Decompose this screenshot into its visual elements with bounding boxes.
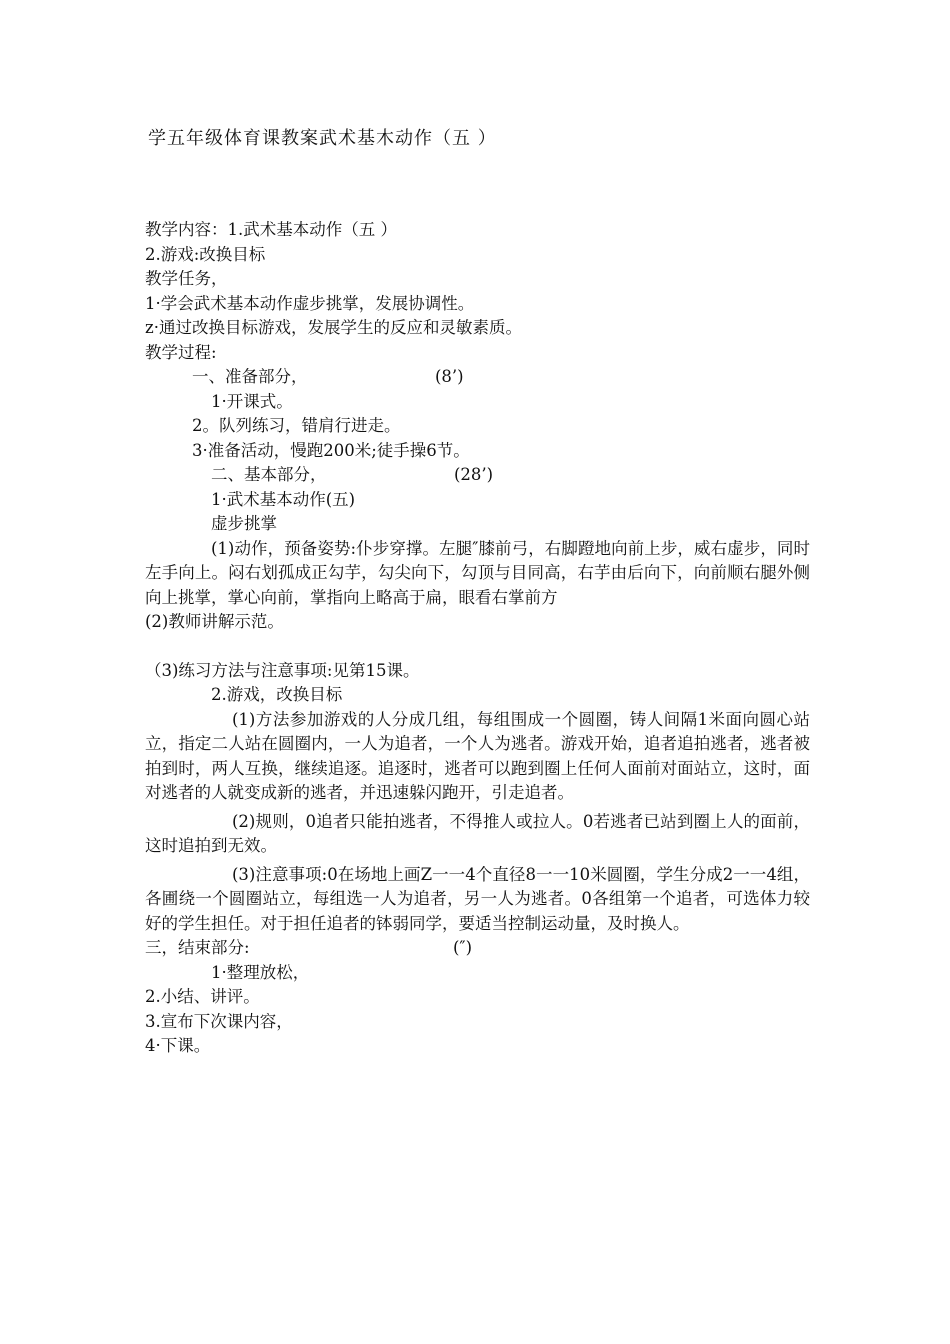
- section-2-item-1-sub: 虚步挑掌: [211, 514, 277, 533]
- demo-line: (2)教师讲解示范。: [145, 612, 284, 631]
- game-line: 2.游戏:改换目标: [145, 244, 266, 264]
- game-rules-paragraph: (2)规则，0追者只能拍逃者，不得推人或拉人。0若逃者已站到圈上人的面前，这时追拍到无效。: [145, 811, 810, 855]
- teaching-content-line: 教学内容：1.武术基本动作（五 ）: [145, 220, 397, 239]
- task-item-2: z·通过改换目标游戏，发展学生的反应和灵敏素质。: [145, 318, 522, 337]
- section-1-label: 一、准备部分，: [192, 367, 308, 386]
- section-1-time: (8’): [435, 367, 464, 386]
- section-3-item-4: 4·下课。: [145, 1036, 211, 1055]
- action-paragraph: (1)动作，预备姿势:仆步穿撑。左腿″膝前弓，右脚蹬地向前上步，威右虚步，同时左手向上。闷右划孤成正勾芋，勾尖向下，勾顶与目同高，右芋由后向下，向前顺右腿外侧向上挑掌，掌心向前，掌指向上略高于扁，眼看右掌前方: [145, 538, 810, 607]
- section-2-label: 二、基本部分，: [211, 465, 327, 484]
- teaching-tasks-heading: 教学任务，: [145, 269, 228, 288]
- section-1-item-1: 1·开课式。: [211, 391, 293, 411]
- section-1-heading: [145, 365, 810, 390]
- section-3-item-1: 1·整理放松，: [211, 962, 310, 982]
- section-1-item-2: 2。队列练习，错肩行进走。: [192, 416, 401, 435]
- game-method-paragraph: (1)方法参加游戏的人分成几组，每组围成一个圆圈，铸人间隔1米面向圆心站立，指定二人站在圆圈内，一人为追者，一个人为逃者。游戏开始，追者追拍逃者，逃者被拍到时，两人互换，继续追逐。追逐时，逃者可以跑到圈上任何人面前对面站立，这时，面对逃者的人就变成新的逃者，并迅速躲闪跑开，引走追者。: [145, 709, 810, 802]
- section-2-heading: [145, 463, 810, 488]
- section-3-item-3: 3.宣布下次课内容，: [145, 1011, 293, 1031]
- spacer: [145, 635, 810, 659]
- section-3-item-2: 2.小结、讲评。: [145, 987, 260, 1006]
- section-2-time: (28’): [454, 465, 494, 484]
- document-title: 学五年级体育课教案武术基木动作（五 ）: [148, 128, 497, 149]
- document-body: [145, 218, 810, 1059]
- section-2-item-1: 1·武术基本动作(五): [211, 489, 356, 509]
- section-1-item-3: 3·准备活动，慢跑200米;徒手操6节。: [192, 440, 470, 460]
- section-3-label: 三，结束部分:: [145, 938, 250, 957]
- section-2-item-2: 2.游戏，改换目标: [211, 685, 343, 704]
- teaching-process-heading: 教学过程:: [145, 342, 217, 362]
- practice-line: （3)练习方法与注意事项:见第15课。: [145, 660, 420, 680]
- section-3-heading: [145, 936, 810, 961]
- task-item-1: 1·学会武术基本动作虚步挑掌，发展协调性。: [145, 293, 475, 313]
- section-3-time: (″): [453, 938, 473, 957]
- game-notes-paragraph: (3)注意事项:0在场地上画Z一一4个直径8一一10米圆圈，学生分成2一一4组，各圃绕一个圆圈站立，每组选一人为追者，另一人为逃者。0各组第一个追者，可选体力较好的学生担任。对于担任追者的钵弱同学，要适当控制运动量，及时换人。: [145, 864, 810, 933]
